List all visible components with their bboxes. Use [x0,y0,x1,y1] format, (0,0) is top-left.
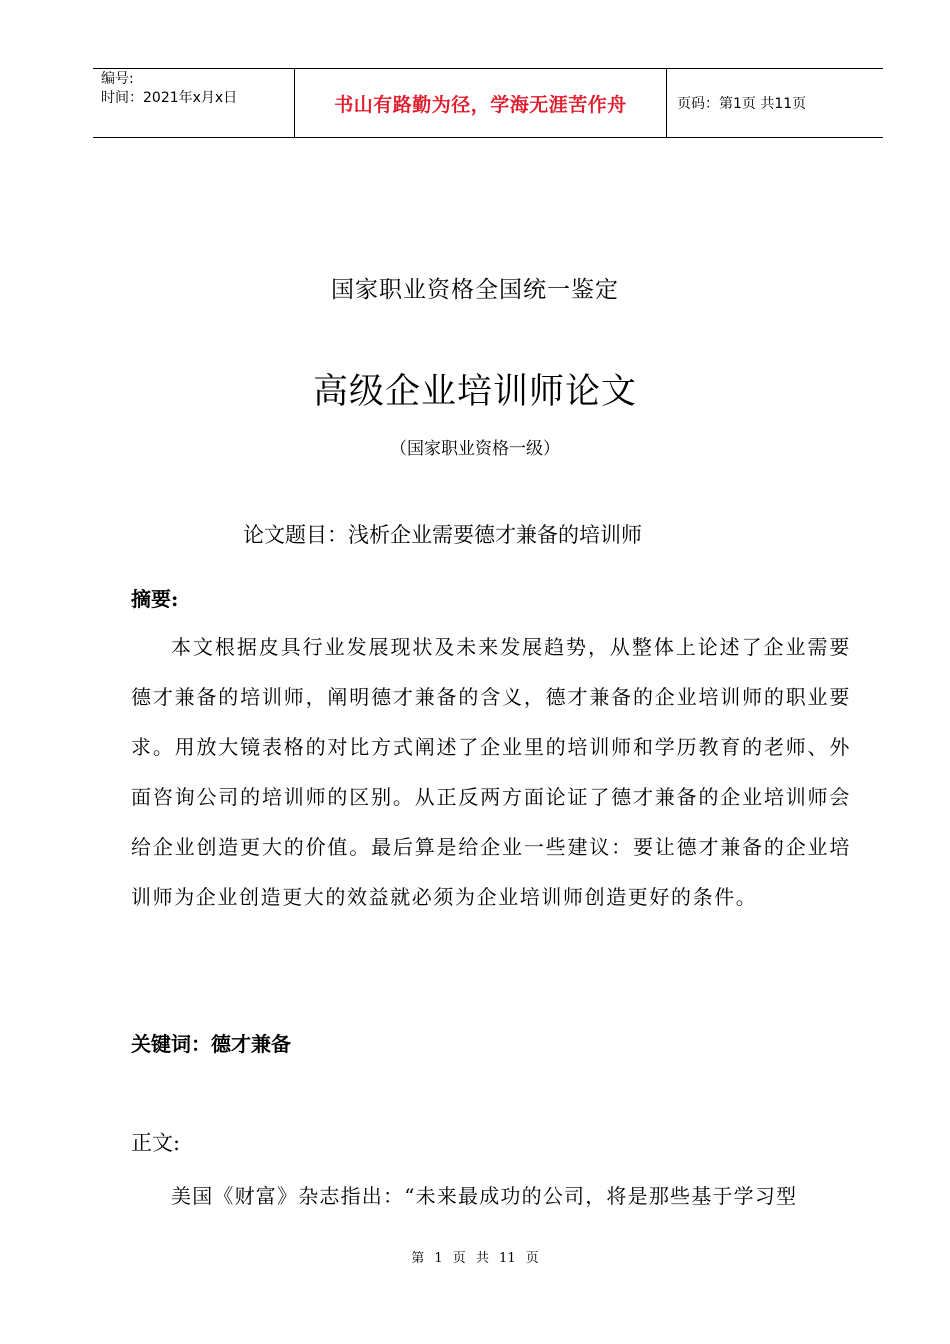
header-motto: 书山有路勤为径，学海无涯苦作舟 [295,69,667,137]
thesis-topic: 论文题目：浅析企业需要德才兼备的培训师 [243,523,642,547]
main-title: 高级企业培训师论文 [312,372,637,412]
number-label: 编号: [101,71,134,87]
abstract-heading: 摘要: [131,587,179,611]
keywords: 关键词：德才兼备 [131,1032,291,1056]
body-heading: 正文: [131,1131,181,1155]
header-meta-cell [93,69,295,137]
document-header [93,68,883,138]
abstract-text: 本文根据皮具行业发展现状及未来发展趋势，从整体上论述了企业需要德才兼备的培训师，阐明德才兼备的含义，德才兼备的企业培训师的职业要求。用放大镜表格的对比方式阐述了企业里的培训师和学历教育的老师、外面咨询公司的培训师的区别。从正反两方面论证了德才兼备的企业培训师会给企业创造更大的价值。最后算是给企业一些建议：要让德才兼备的企业培训师为企业创造更大的效益就必须为企业培训师创造更好的条件。 [131,635,851,909]
level-subtitle: （国家职业资格一级） [390,439,560,459]
header-page-info: 页码：第1页 共11页 [677,96,807,112]
body-paragraph: 美国《财富》杂志指出：“未来最成功的公司，将是那些基于学习型 [171,1184,798,1208]
page-footer: 第 1 页 共 11 页 [411,1251,539,1266]
exam-title: 国家职业资格全国统一鉴定 [331,277,619,303]
time-label: 时间：2021年x月x日 [101,90,238,106]
